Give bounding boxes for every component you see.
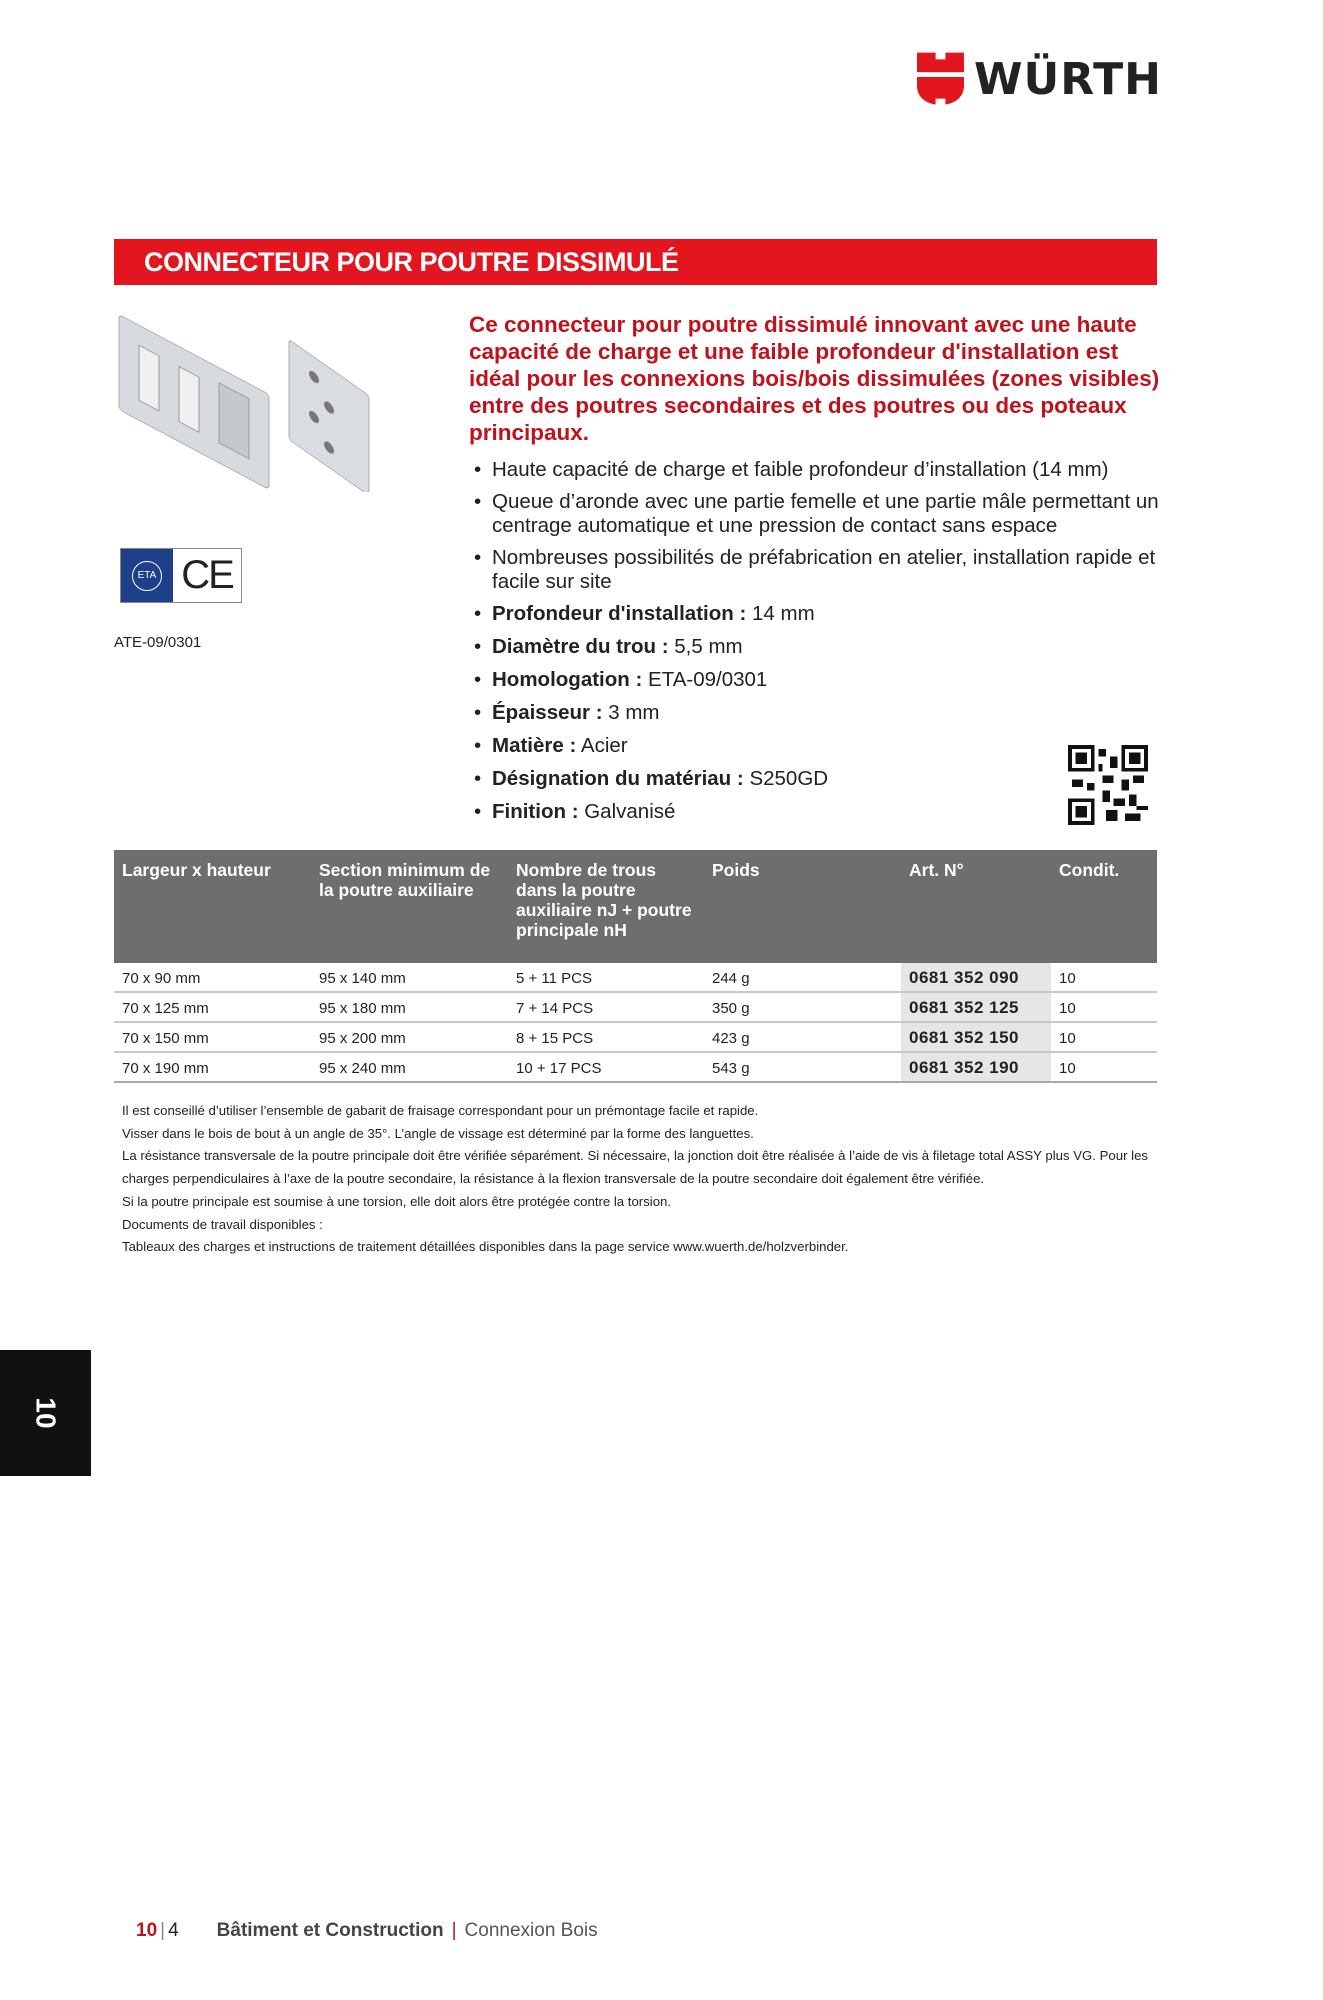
note-line: Visser dans le bois de bout à un angle de 35°. L’angle de vissage est déterminé par la forme des languettes. — [122, 1125, 754, 1141]
table-cell: 350 g — [704, 992, 901, 1022]
certification-logos — [120, 548, 242, 603]
product-table — [114, 850, 1157, 1083]
table-cell: 543 g — [704, 1052, 901, 1082]
table-cell: 95 x 200 mm — [311, 1022, 508, 1052]
page-number: 4 — [168, 1920, 179, 1941]
column-header: Art. N° — [901, 850, 1051, 963]
qr-code[interactable] — [1068, 745, 1148, 825]
wurth-logo — [917, 52, 1162, 106]
table-cell: 95 x 180 mm — [311, 992, 508, 1022]
chapter-tab[interactable]: 10 — [0, 1350, 91, 1476]
page-footer — [136, 1920, 598, 1942]
brand-name: WÜRTH — [973, 53, 1162, 105]
spec-item: • Homologation : ETA-09/0301 — [470, 668, 1170, 692]
table-header-row — [114, 850, 1157, 963]
spec-item: • Épaisseur : 3 mm — [470, 701, 1170, 725]
article-number[interactable]: 0681 352 090 — [901, 963, 1051, 992]
table-row — [114, 992, 1157, 1022]
table-cell: 5 + 11 PCS — [508, 963, 704, 992]
table-row — [114, 1052, 1157, 1082]
table-cell: 8 + 15 PCS — [508, 1022, 704, 1052]
note-line: Il est conseillé d’utiliser l’ensemble de gabarit de fraisage correspondant pour un prémontage facile et rapide. — [122, 1103, 759, 1118]
table-cell: 10 — [1051, 1052, 1157, 1082]
note-line: Tableaux des charges et instructions de traitement détaillées disponibles dans la page service www.wuerth.de/holzverbinder. — [122, 1239, 849, 1255]
spec-item: • Matière : Acier — [470, 734, 1170, 758]
note-line: La résistance transversale de la poutre principale doit être vérifiée séparément. Si nécessaire, la jonction doit être réalisée à l’aide de vis à filetage total ASSY plus VG. Pour les charges perpendiculaires à l’axe de la poutre secondaire, la résistance à la flexion transversale de la poutre secondaire doit également être vérifiée. — [122, 1148, 1149, 1187]
table-cell: 10 + 17 PCS — [508, 1052, 704, 1082]
table-cell: 244 g — [704, 963, 901, 992]
spec-item: • Diamètre du trou : 5,5 mm — [470, 635, 1170, 659]
spec-item: • Désignation du matériau : S250GD — [470, 767, 1170, 791]
spec-item: • Profondeur d'installation : 14 mm — [470, 602, 1170, 626]
section-name: Bâtiment et Construction — [216, 1920, 444, 1941]
subsection-name: Connexion Bois — [464, 1920, 598, 1941]
table-cell: 10 — [1051, 992, 1157, 1022]
chapter-number: 10 — [136, 1920, 158, 1941]
column-header: Nombre de trous dans la poutre auxiliaire nJ + poutre principale nH — [508, 850, 704, 963]
column-header: Largeur x hauteur — [114, 850, 311, 963]
article-number[interactable]: 0681 352 150 — [901, 1022, 1051, 1052]
feature-item: • Queue d’aronde avec une partie femelle et une partie mâle permettant un centrage automatique et une pression de contact sans espace — [470, 490, 1170, 538]
table-cell: 70 x 190 mm — [114, 1052, 311, 1082]
table-cell: 10 — [1051, 963, 1157, 992]
divider: | — [451, 1920, 457, 1941]
wurth-shield-icon — [917, 52, 964, 106]
note-line: Si la poutre principale est soumise à une torsion, elle doit alors être protégée contre la torsion. — [122, 1193, 672, 1209]
spec-item: • Finition : Galvanisé — [470, 800, 1170, 824]
column-header: Poids — [704, 850, 901, 963]
column-header: Condit. — [1051, 850, 1157, 963]
ce-mark: CE — [181, 553, 233, 597]
table-cell: 70 x 90 mm — [114, 963, 311, 992]
notes — [122, 1100, 1162, 1259]
table-cell: 95 x 240 mm — [311, 1052, 508, 1082]
page-title-banner — [114, 239, 1157, 285]
table-cell: 423 g — [704, 1022, 901, 1052]
column-header: Section minimum de la poutre auxiliaire — [311, 850, 508, 963]
table-cell: 70 x 150 mm — [114, 1022, 311, 1052]
product-image — [114, 312, 454, 492]
note-line: Documents de travail disponibles : — [122, 1216, 323, 1232]
feature-list — [470, 458, 1170, 833]
table-cell: 70 x 125 mm — [114, 992, 311, 1022]
divider: | — [160, 1920, 166, 1941]
feature-item: • Haute capacité de charge et faible profondeur d’installation (14 mm) — [470, 458, 1170, 482]
table-cell: 95 x 140 mm — [311, 963, 508, 992]
product-intro: Ce connecteur pour poutre dissimulé innovant avec une haute capacité de charge et une faible profondeur d'installation est idéal pour les connexions bois/bois dissimulées (zones visibles) entre des poutres secondaires et des poutres ou des poteaux principaux. — [469, 312, 1160, 445]
eta-logo: ETA — [121, 549, 173, 602]
article-number[interactable]: 0681 352 190 — [901, 1052, 1051, 1082]
approval-reference: ATE-09/0301 — [114, 634, 202, 651]
page-title: CONNECTEUR POUR POUTRE DISSIMULÉ — [144, 247, 679, 277]
table-cell: 7 + 14 PCS — [508, 992, 704, 1022]
article-number[interactable]: 0681 352 125 — [901, 992, 1051, 1022]
table-row — [114, 1022, 1157, 1052]
table-row — [114, 963, 1157, 992]
table-cell: 10 — [1051, 1022, 1157, 1052]
feature-item: • Nombreuses possibilités de préfabrication en atelier, installation rapide et facile sur site — [470, 546, 1170, 594]
